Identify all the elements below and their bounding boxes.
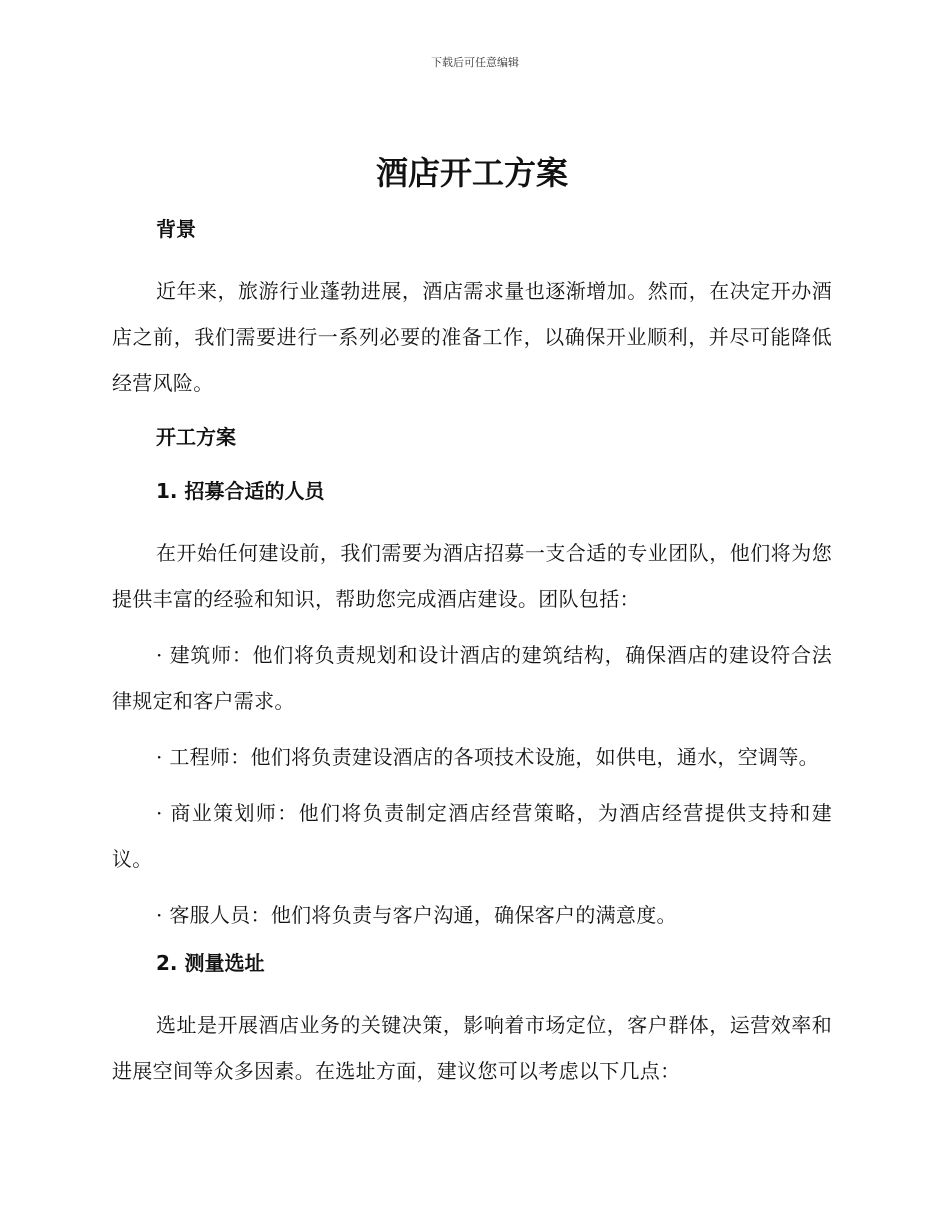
section2-paragraph: 选址是开展酒店业务的关键决策，影响着市场定位，客户群体，运营效率和进展空间等众多因素。在选址方面，建议您可以考虑以下几点： xyxy=(112,1013,832,1083)
background-heading: 背景 xyxy=(156,217,196,241)
bullet-architect: · 建筑师：他们将负责规划和设计酒店的建筑结构，确保酒店的建设符合法律规定和客户需求。 xyxy=(112,643,832,713)
background-paragraph: 近年来，旅游行业蓬勃进展，酒店需求量也逐渐增加。然而，在决定开办酒店之前，我们需要进行一系列必要的准备工作，以确保开业顺利，并尽可能降低经营风险。 xyxy=(112,279,832,395)
document-title: 酒店开工方案 xyxy=(375,154,568,192)
bullet-customer-service: · 客服人员：他们将负责与客户沟通，确保客户的满意度。 xyxy=(156,903,677,927)
page-header-note: 下载后可任意编辑 xyxy=(431,56,519,69)
bullet-engineer: · 工程师：他们将负责建设酒店的各项技术设施，如供电，通水，空调等。 xyxy=(156,745,819,769)
document-body xyxy=(112,146,832,1104)
section1-heading: 1. 招募合适的人员 xyxy=(156,479,325,503)
section2-heading: 2. 测量选址 xyxy=(156,951,265,975)
bullet-business-planner: · 商业策划师：他们将负责制定酒店经营策略，为酒店经营提供支持和建议。 xyxy=(112,801,832,871)
plan-heading: 开工方案 xyxy=(156,425,236,449)
section1-paragraph: 在开始任何建设前，我们需要为酒店招募一支合适的专业团队，他们将为您提供丰富的经验和知识，帮助您完成酒店建设。团队包括： xyxy=(112,541,832,611)
